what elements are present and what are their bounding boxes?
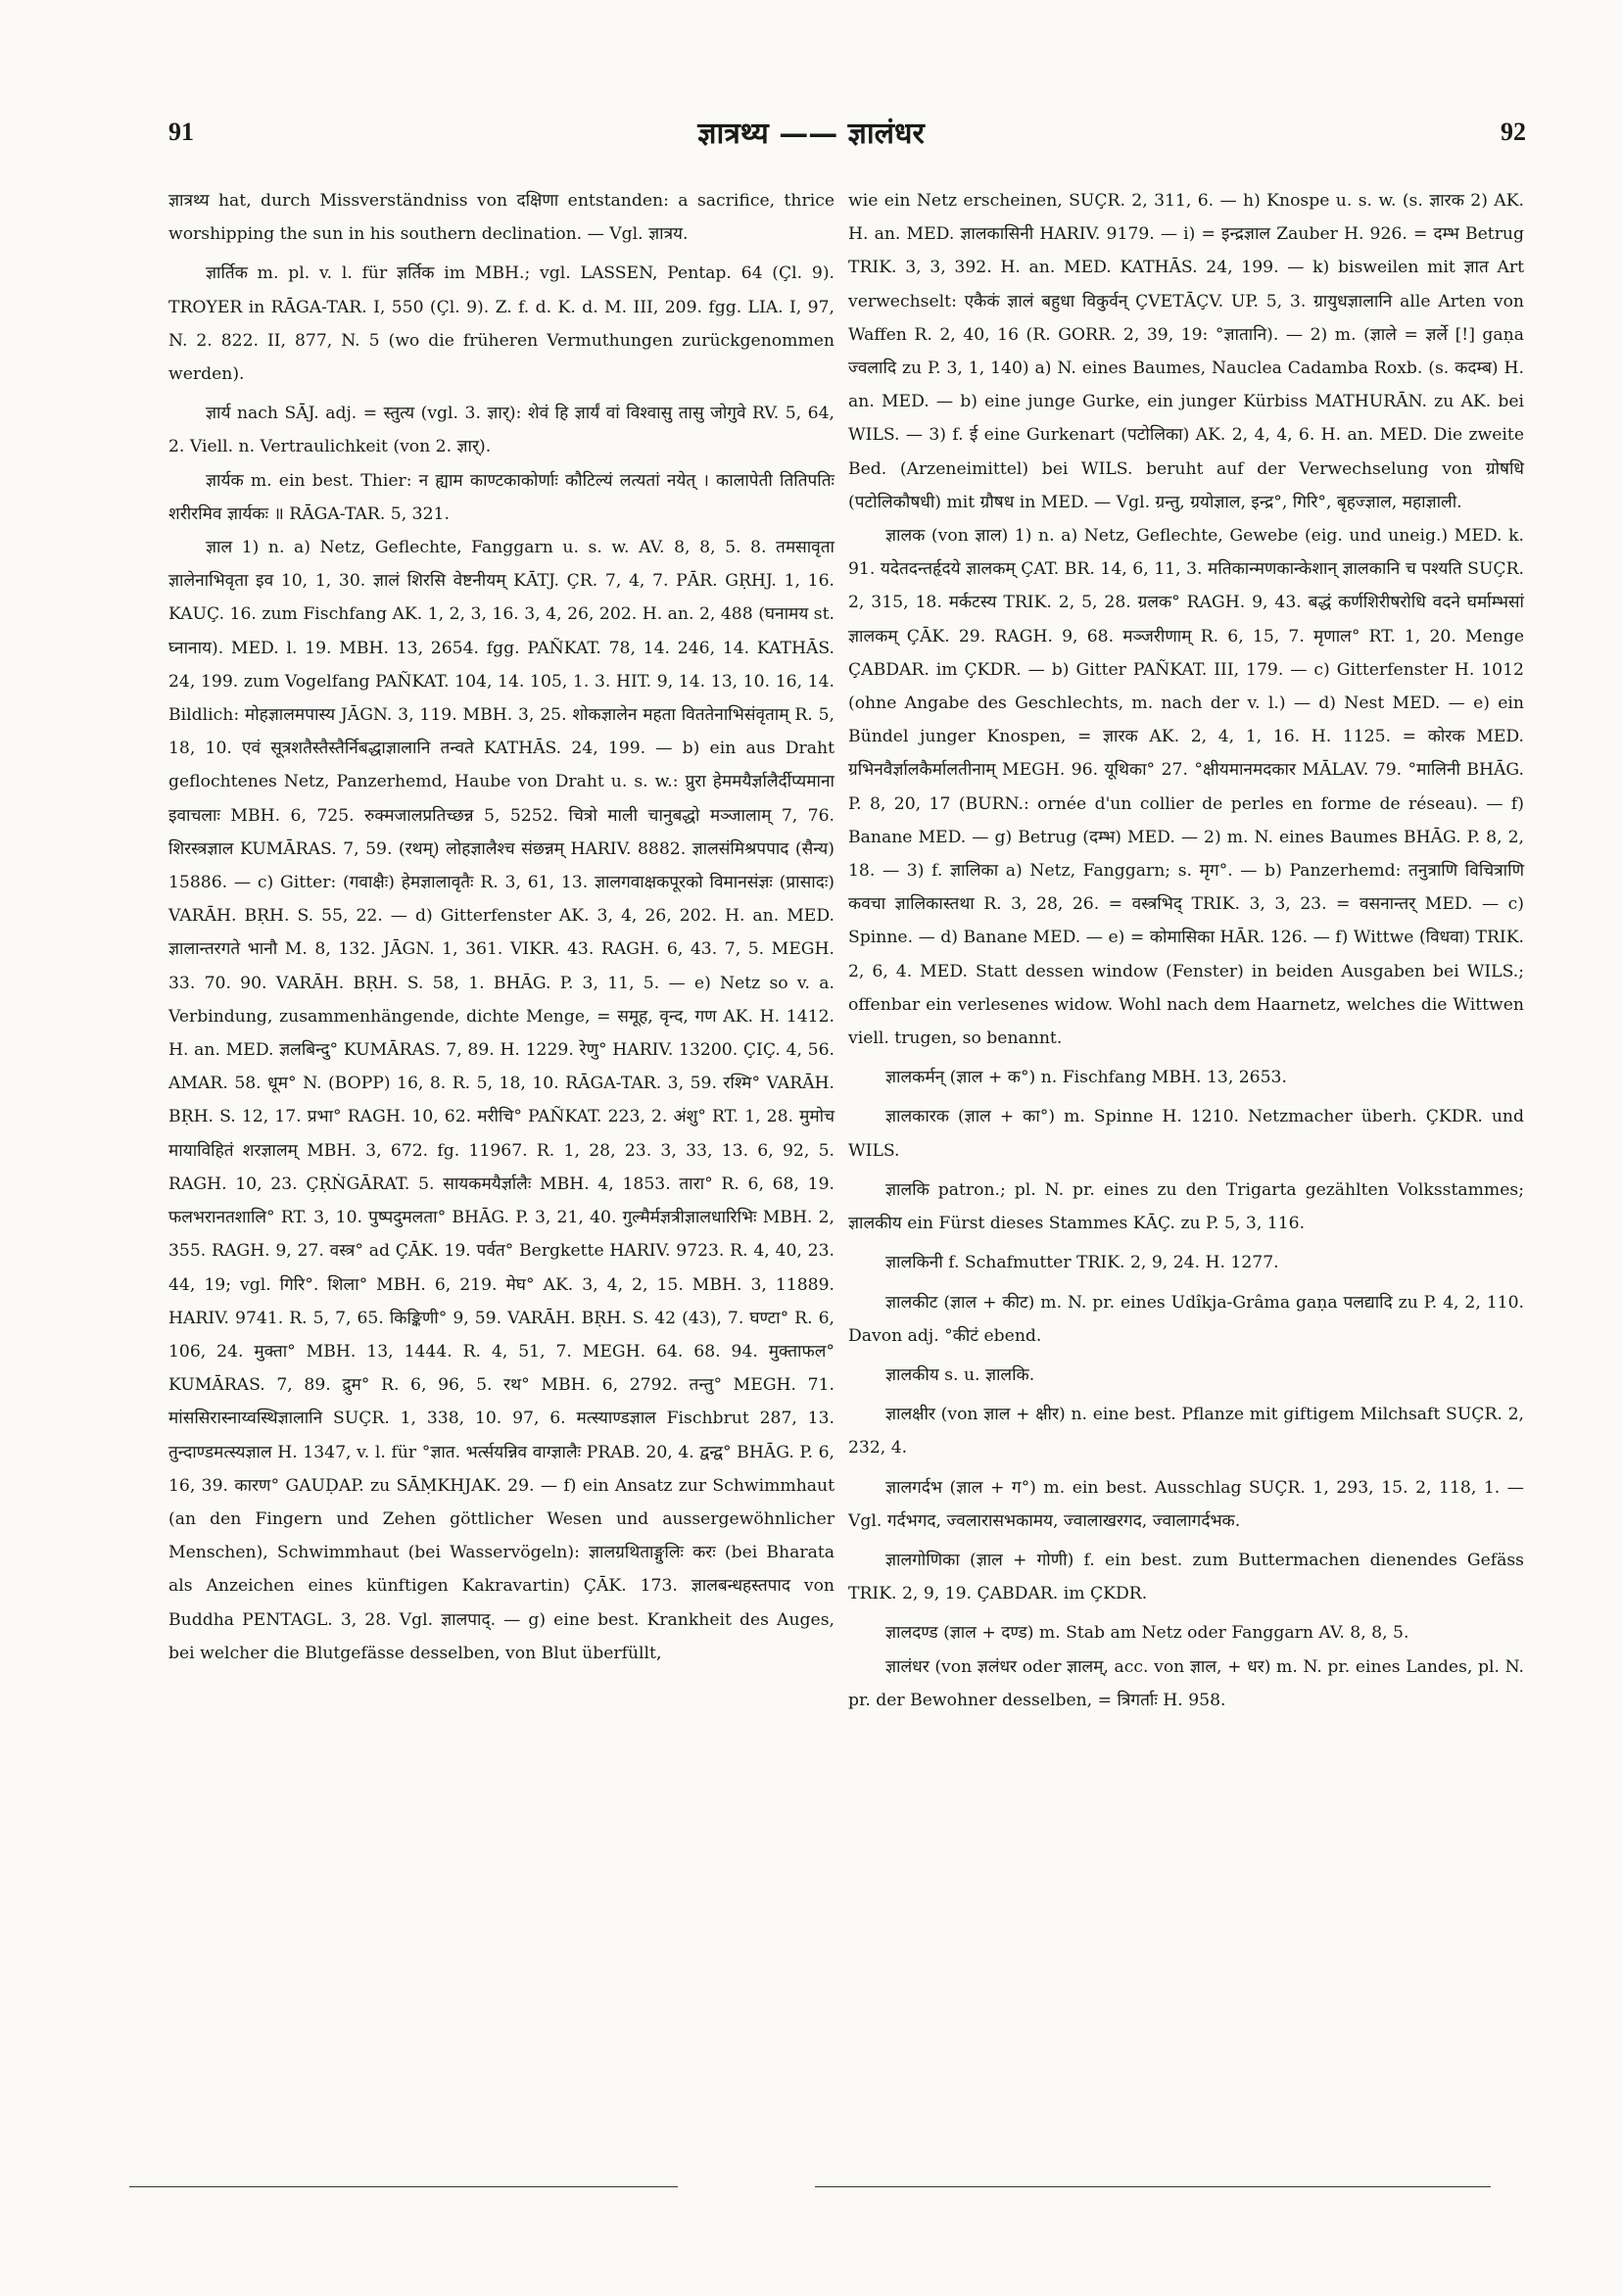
entry-paragraph: ज्ञार्यक m. ein best. Thier: न ह्याम काण्टकाकोर्णाः कौटिल्यं लत्यतां नयेत् । कालापेती तितिपतिः शरीरमिव ज्ञार्यकः ॥ RĀGA-TAR. 5, 321. (168, 470, 835, 524)
entry-paragraph: ज्ञालगर्दभ (ज्ञाल + ग°) m. ein best. Ausschlag SUÇR. 1, 293, 15. 2, 118, 1. — Vgl. गर्दभगद, ज्वलारासभकामय, ज्वालाखरगद, ज्वालागर्दभक. (848, 1477, 1524, 1531)
entry-paragraph: ज्ञालंधर (von ज्ञलंधर oder ज्ञालम्, acc. von ज्ञाल, + धर) m. N. pr. eines Landes, pl. N. pr. der Bewohner desselben, = त्रिगर्ताः H. 958. (848, 1656, 1524, 1710)
entry-paragraph: ज्ञालकिनी f. Schafmutter TRIK. 2, 9, 24. H. 1277. (885, 1253, 1279, 1273)
left-page-number: 91 (168, 118, 194, 146)
running-head: ज्ञात्रथ्य —— ज्ञालंधर (697, 117, 925, 151)
entry-paragraph: ज्ञालक्षीर (von ज्ञाल + क्षीर) n. eine best. Pflanze mit giftigem Milchsaft SUÇR. 2, 232, 4. (848, 1405, 1524, 1459)
left-column (168, 184, 835, 1670)
footer-rule-left (129, 2186, 678, 2187)
entry-paragraph: ज्ञालकीट (ज्ञाल + कीट) m. N. pr. eines Udîkja-Grâma gaṇa पलद्यादि zu P. 4, 2, 110. Davon adj. °कीटं ebend. (848, 1292, 1524, 1346)
entry-paragraph: ज्ञार्तिक m. pl. v. l. für ज्ञर्तिक im MBH.; vgl. LASSEN, Pentap. 64 (Çl. 9). TROYER in RĀGA-TAR. I, 550 (Çl. 9). Z. f. d. K. d. M. III, 209. fgg. LIA. I, 97, N. 2. 822. II, 877, N. 5 (wo die früheren Vermuthungen zurückgenommen werden). (168, 263, 835, 385)
entry-paragraph: ज्ञालकारक (ज्ञाल + का°) m. Spinne H. 1210. Netzmacher überh. ÇKDR. und WILS. (848, 1107, 1524, 1161)
entry-paragraph: ज्ञालगोणिका (ज्ञाल + गोणी) f. ein best. zum Buttermachen dienendes Gefäss TRIK. 2, 9, 19. ÇABDAR. im ÇKDR. (848, 1550, 1524, 1604)
entry-paragraph: ज्ञालदण्ड (ज्ञाल + दण्ड) m. Stab am Netz oder Fanggarn AV. 8, 8, 5. (885, 1623, 1409, 1644)
footer-rule-right (815, 2186, 1491, 2187)
right-page-number: 92 (1501, 118, 1526, 146)
entry-paragraph: ज्ञात्रथ्य hat, durch Missverständniss von दक्षिणा entstanden: a sacrifice, thrice worshipping the sun in his southern declination. — Vgl. ज्ञात्रय. (168, 191, 835, 245)
entry-paragraph: ज्ञालकि patron.; pl. N. pr. eines zu den Trigarta gezählten Volksstammes; ज्ञालकीय ein Fürst dieses Stammes KĀÇ. zu P. 5, 3, 116. (848, 1179, 1524, 1234)
entry-paragraph: ज्ञार्य nach SĀJ. adj. = स्तुत्य (vgl. 3. ज्ञार्): शेवं हि ज्ञार्यं वां विश्वासु तासु जोगुवे RV. 5, 64, 2. Viell. n. Vertraulichkeit (von 2. ज्ञार्). (168, 404, 835, 457)
entry-paragraph: wie ein Netz erscheinen, SUÇR. 2, 311, 6. — h) Knospe u. s. w. (s. ज्ञारक 2) AK. H. an. MED. ज्ञालकासिनी HARIV. 9179. — i) = इन्द्रज्ञाल Zauber H. 926. = दम्भ Betrug TRIK. 3, 3, 392. H. an. MED. KATHĀS. 24, 199. — k) bisweilen mit ज्ञात Art verwechselt: एकैकं ज्ञालं बहुधा विकुर्वन् ÇVETĀÇV. UP. 5, 3. ग्रायुधज्ञालानि alle Arten von Waffen R. 2, 40, 16 (R. GORR. 2, 39, 19: °ज्ञातानि). — 2) m. (ज्ञाले = ज्ञर्ले [!] gaṇa ज्वलादि zu P. 3, 1, 140) a) N. eines Baumes, Nauclea Cadamba Roxb. (s. कदम्ब) H. an. MED. — b) eine junge Gurke, ein junger Kürbiss MATHURĀN. zu AK. bei WILS. — 3) f. ई eine Gurkenart (पटोलिका) AK. 2, 4, 4, 6. H. an. MED. Die zweite Bed. (Arzeneimittel) bei WILS. beruht auf der Verwechselung von ग्रोषधि (पटोलिकौषधी) mit ग्रौषध in MED. — Vgl. ग्रन्तु, ग्रयोज्ञाल, इन्द्र°, गिरि°, बृहज्ज्ञाल, महाज्ञाली. (848, 191, 1524, 512)
page-header (0, 106, 1622, 165)
entry-paragraph: ज्ञाल 1) n. a) Netz, Geflechte, Fanggarn u. s. w. AV. 8, 8, 5. 8. तमसावृता ज्ञालेनाभिवृता इव 10, 1, 30. ज्ञालं शिरसि वेष्टनीयम् KĀTJ. ÇR. 7, 4, 7. PĀR. GṚHJ. 1, 16. KAUÇ. 16. zum Fischfang AK. 1, 2, 3, 16. 3, 4, 26, 202. H. an. 2, 488 (घनामय st. घ्नानाय). MED. l. 19. MBH. 13, 2654. fgg. PAÑKAT. 78, 14. 246, 14. KATHĀS. 24, 199. zum Vogelfang PAÑKAT. 104, 14. 105, 1. 3. HIT. 9, 14. 13, 10. 16, 14. Bildlich: मोहज्ञालमपास्य JĀGN. 3, 119. MBH. 3, 25. शोकज्ञालेन महता विततेनाभिसंवृताम् R. 5, 18, 10. एवं सूत्रशतैस्तैस्तैर्निबद्धाज्ञालानि तन्वते KATHĀS. 24, 199. — b) ein aus Draht geflochtenes Netz, Panzerhemd, Haube von Draht u. s. w.: प्रुरा हेममयैर्ज्ञालैर्दीप्यमाना इवाचलाः MBH. 6, 725. रुक्मजालप्रतिच्छन्न 5, 5252. चित्रो माली चानुबद्धो मञ्जालाम् 7, 76. शिरस्त्रज्ञाल KUMĀRAS. 7, 59. (रथम्) लोहज्ञालैश्च संछन्नम् HARIV. 8882. ज्ञालसंमिश्रपपाद (सैन्य) 15886. — c) Gitter: (गवाक्षैः) हेमज्ञालावृतैः R. 3, 61, 13. ज्ञालगवाक्षकपूरको विमानसंज्ञः (प्रासादः) VARĀH. BṚH. S. 55, 22. — d) Gitterfenster AK. 3, 4, 26, 202. H. an. MED. ज्ञालान्तरगते भानौ M. 8, 132. JĀGN. 1, 361. VIKR. 43. RAGH. 6, 43. 7, 5. MEGH. 33. 70. 90. VARĀH. BṚH. S. 58, 1. BHĀG. P. 3, 11, 5. — e) Netz so v. a. Verbindung, zusammenhängende, dichte Menge, = समूह, वृन्द, गण AK. H. 1412. H. an. MED. ज्ञलबिन्दु° KUMĀRAS. 7, 89. H. 1229. रेणु° HARIV. 13200. ÇIÇ. 4, 56. AMAR. 58. धूम° N. (BOPP) 16, 8. R. 5, 18, 10. RĀGA-TAR. 3, 59. रश्मि° VARĀH. BṚH. S. 12, 17. प्रभा° RAGH. 10, 62. मरीचि° PAÑKAT. 223, 2. अंशु° RT. 1, 28. मुमोच मायाविहितं शरज्ञालम् MBH. 3, 672. fg. 11967. R. 1, 28, 23. 3, 33, 13. 6, 92, 5. RAGH. 10, 23. ÇṚṄGĀRAT. 5. सायकमयैर्ज्ञालैः MBH. 4, 1853. तारा° R. 6, 68, 19. फलभरानतशालि° RT. 3, 10. पुष्पदुमलता° BHĀG. P. 3, 21, 40. गुल्मैर्मज्ञत्रीज्ञालधारिभिः MBH. 2, 355. RAGH. 9, 27. वस्त्र° ad ÇĀK. 19. पर्वत° Bergkette HARIV. 9723. R. 4, 40, 23. 44, 19; vgl. गिरि°. शिला° MBH. 6, 219. मेघ° AK. 3, 4, 2, 15. MBH. 3, 11889. HARIV. 9741. R. 5, 7, 65. किङ्किणी° 9, 59. VARĀH. BṚH. S. 42 (43), 7. घण्टा° R. 6, 106, 24. मुक्ता° MBH. 13, 1444. R. 4, 51, 7. MEGH. 64. 68. 94. मुक्ताफल° KUMĀRAS. 7, 89. द्रुम° R. 6, 96, 5. रथ° MBH. 6, 2792. तन्तु° MEGH. 71. मांससिरास्नाय्वस्थिज्ञालानि SUÇR. 1, 338, 10. 97, 6. मत्स्याण्डज्ञाल Fischbrut 287, 13. तुन्दाण्डमत्स्यज्ञाल H. 1347, v. l. für °ज्ञात. भर्त्सयन्निव वाग्ज्ञालैः PRAB. 20, 4. द्वन्द्व° BHĀG. P. 6, 16, 39. कारण° GAUḌAP. zu SĀṂKHJAK. 29. — f) ein Ansatz zur Schwimmhaut (an den Fingern und Zehen göttlicher Wesen und aussergewöhnlicher Menschen), Schwimmhaut (bei Wasservögeln): ज्ञालग्रथिताङ्गुलिः करः (bei Bharata als Anzeichen eines künftigen Kakravartin) ÇĀK. 173. ज्ञालबन्धहस्तपाद von Buddha PENTAGL. 3, 28. Vgl. ज्ञालपाद्. — g) eine best. Krankheit des Auges, bei welcher die Blutgefässe desselben, von Blut überfüllt, (168, 538, 835, 1663)
right-column (848, 184, 1524, 1717)
entry-paragraph: ज्ञालकीय s. u. ज्ञालकि. (885, 1364, 1035, 1385)
entry-paragraph: ज्ञालकर्मन् (ज्ञाल + क°) n. Fischfang MBH. 13, 2653. (885, 1068, 1287, 1088)
entry-paragraph: ज्ञालक (von ज्ञाल) 1) n. a) Netz, Geflechte, Gewebe (eig. und uneig.) MED. k. 91. यदेतदन्तर्हृदये ज्ञालकम् ÇAT. BR. 14, 6, 11, 3. मतिकान्मणकान्केशान् ज्ञालकानि च पश्यति SUÇR. 2, 315, 18. मर्कटस्य TRIK. 2, 5, 28. ग्रलक° RAGH. 9, 43. बद्धं कर्णशिरीषरोधि वदने घर्माम्भसां ज्ञालकम् ÇĀK. 29. RAGH. 9, 68. मञ्जरीणाम् R. 6, 15, 7. मृणाल° RT. 1, 20. Menge ÇABDAR. im ÇKDR. — b) Gitter PAÑKAT. III, 179. — c) Gitterfenster H. 1012 (ohne Angabe des Geschlechts, m. nach der v. l.) — d) Nest MED. — e) ein Bündel junger Knospen, = ज्ञारक AK. 2, 4, 1, 16. H. 1125. = कोरक MED. ग्रभिनवैर्ज्ञालकैर्मालतीनाम् MEGH. 96. यूथिका° 27. °क्षीयमानमदकार MĀLAV. 79. °मालिनी BHĀG. P. 8, 20, 17 (BURN.: ornée d'un collier de perles en forme de réseau). — f) Banane MED. — g) Betrug (दम्भ) MED. — 2) m. N. eines Baumes BHĀG. P. 8, 2, 18. — 3) f. ज्ञालिका a) Netz, Fanggarn; s. मृग°. — b) Panzerhemd: तनुत्राणि विचित्राणि कवचा ज्ञालिकास्तथा R. 3, 28, 26. = वस्त्रभिद् TRIK. 3, 3, 23. = वसनान्तर् MED. — c) Spinne. — d) Banane MED. — e) = कोमासिका HĀR. 126. — f) Wittwe (विधवा) TRIK. 2, 6, 4. MED. Statt dessen window (Fenster) in beiden Ausgaben bei WILS.; offenbar ein verlesenes widow. Wohl nach dem Haarnetz, welches die Wittwen viell. trugen, so benannt. (848, 526, 1524, 1049)
